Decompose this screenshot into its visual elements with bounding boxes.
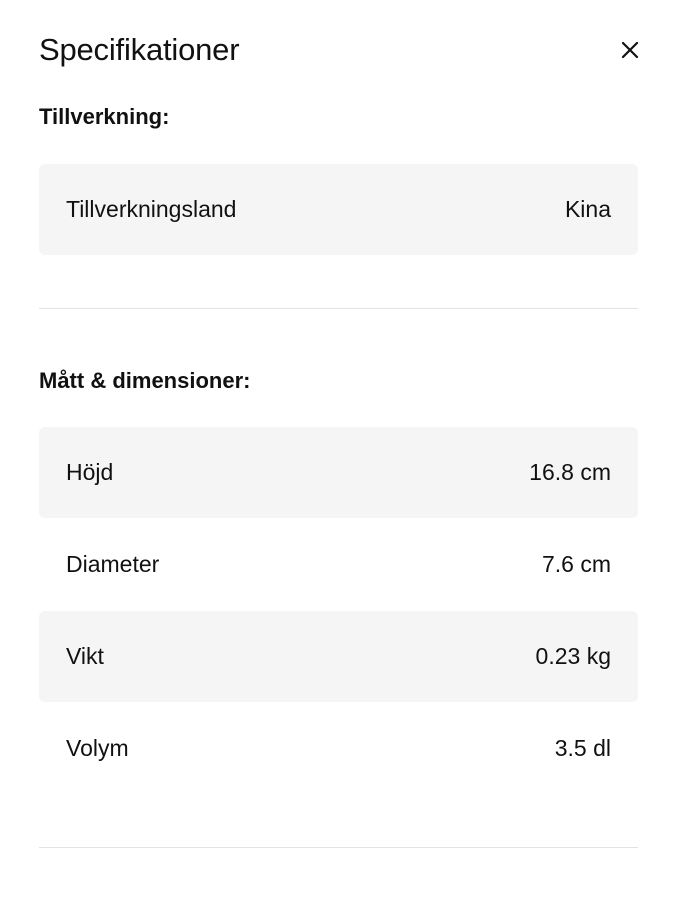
section-divider: [39, 847, 638, 848]
spec-label: Volym: [66, 735, 129, 761]
spec-value: 7.6 cm: [541, 551, 611, 577]
spec-row-height: [39, 427, 638, 518]
spec-value: 3.5 dl: [554, 735, 611, 761]
section-heading-manufacturing: Tillverkning:: [39, 104, 170, 129]
dialog-header: [39, 26, 638, 74]
spec-row-weight: [39, 611, 638, 702]
dialog-title: Specifikationer: [39, 32, 240, 67]
spec-row-country: [39, 164, 638, 255]
spec-label: Tillverkningsland: [66, 196, 237, 222]
spec-label: Höjd: [66, 459, 114, 485]
close-button[interactable]: [612, 32, 648, 68]
section-divider: [39, 308, 638, 309]
spec-row-volume: [39, 703, 638, 794]
spec-value: 16.8 cm: [529, 459, 611, 485]
spec-label: Vikt: [66, 643, 104, 669]
spec-row-diameter: [39, 519, 638, 610]
spec-value: Kina: [564, 196, 611, 222]
section-heading-dimensions: Mått & dimensioner:: [39, 368, 251, 393]
close-icon: [621, 41, 639, 59]
spec-label: Diameter: [66, 551, 160, 577]
spec-value: 0.23 kg: [535, 643, 611, 669]
